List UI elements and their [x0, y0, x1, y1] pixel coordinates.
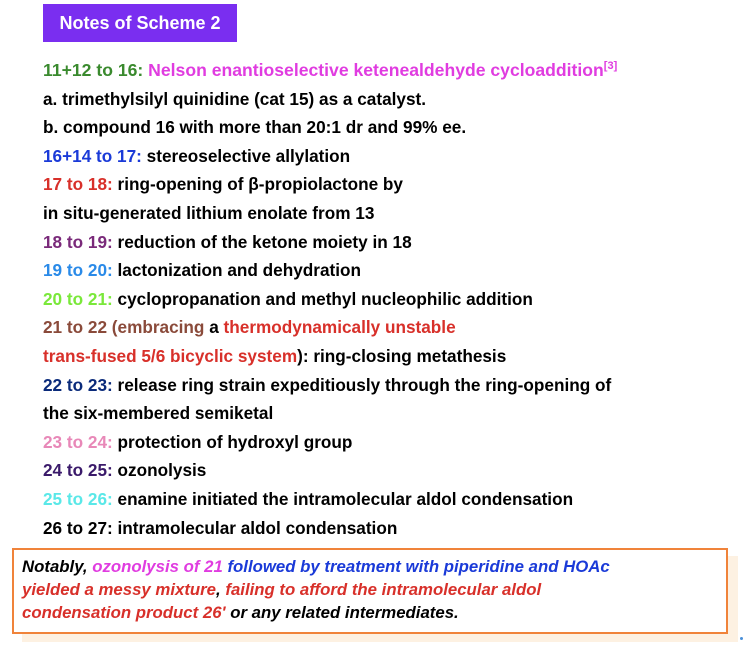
note-line-text: 25 to 26:: [43, 488, 118, 509]
note-line: [43, 228, 743, 257]
note-line-text: 24 to 25:: [43, 460, 118, 481]
note-line: [43, 313, 743, 342]
callout-line-text: or any related intermediates.: [225, 603, 459, 622]
note-line-text: protection of hydroxyl group: [117, 431, 353, 452]
note-line: [43, 342, 743, 371]
note-line-text: 17 to 18:: [43, 174, 118, 195]
callout-line-text: ,: [216, 580, 226, 599]
note-line-text: ): ring-closing metathesis: [297, 345, 507, 366]
note-line: [43, 428, 743, 457]
note-line: [43, 199, 743, 228]
note-line-text: [3]: [603, 60, 618, 73]
note-line: [43, 56, 743, 85]
note-line-text: thermodynamically unstable: [223, 317, 456, 338]
note-line: [43, 514, 743, 543]
note-line-text: Nelson enantioselective ketenealdehyde cycloaddition: [148, 60, 604, 80]
note-line-text: 18 to 19:: [43, 231, 118, 252]
note-line-text: reduction of the ketone moiety in 18: [117, 231, 412, 252]
callout-line-text: condensation product 26': [22, 603, 226, 622]
callout-line-text: Notably,: [22, 557, 93, 576]
note-line: [43, 256, 743, 285]
title-badge: [43, 4, 237, 42]
note-line-text: 16+14 to 17:: [43, 145, 147, 166]
note-line-text: a: [204, 317, 224, 338]
note-line-text: 26 to 27: intramolecular aldol condensation: [43, 517, 398, 538]
callout-line: [22, 555, 718, 578]
note-line-text: a. trimethylsilyl quinidine (cat 15) as a catalyst.: [43, 88, 427, 109]
note-line-text: enamine initiated the intramolecular aldol condensation: [117, 488, 574, 509]
note-line-text: stereoselective allylation: [146, 145, 351, 166]
callout-line-text: ozonolysis of 21: [92, 557, 223, 576]
note-line-text: release ring strain expeditiously through the ring-opening of: [117, 374, 612, 395]
note-line: [43, 113, 743, 142]
note-line-text: 23 to 24:: [43, 431, 118, 452]
callout-line: [22, 601, 718, 624]
note-line-text: the six-membered semiketal: [43, 403, 274, 424]
note-line-text: ozonolysis: [117, 460, 207, 481]
note-line-text: cyclopropanation and methyl nucleophilic addition: [117, 288, 533, 309]
note-line-text: 22 to 23:: [43, 374, 118, 395]
note-line-text: b. compound 16 with more than 20:1 dr and 99% ee.: [43, 117, 467, 138]
note-line: [43, 85, 743, 114]
note-line: [43, 399, 743, 428]
note-line-text: 11+12 to 16:: [43, 60, 149, 80]
note-line: [43, 170, 743, 199]
note-line-text: trans-fused 5/6 bicyclic system: [43, 345, 298, 366]
notably-callout: [12, 548, 728, 634]
callout-line-text: yielded a messy mixture: [22, 580, 217, 599]
note-line-text: in situ-generated lithium enolate from 13: [43, 202, 375, 223]
note-line-text: 21 to 22 (: [43, 317, 118, 338]
note-line: [43, 485, 743, 514]
note-line-text: ring-opening of β-propiolactone by: [117, 174, 403, 195]
note-line: [43, 142, 743, 171]
note-line-text: lactonization and dehydration: [117, 260, 362, 281]
note-line: [43, 456, 743, 485]
callout-line: [22, 578, 718, 601]
callout-line-text: failing to afford the intramolecular aldol: [225, 580, 542, 599]
note-line-text: 19 to 20:: [43, 260, 118, 281]
notes-list: [43, 56, 743, 542]
callout-line-text: followed by treatment with piperidine and HOAc: [222, 557, 610, 576]
note-line-text: 20 to 21:: [43, 288, 118, 309]
page-title: Notes of Scheme 2: [59, 12, 221, 33]
corner-dot: [740, 637, 743, 640]
note-line-text: embracing: [117, 317, 205, 338]
note-line: [43, 285, 743, 314]
note-line: [43, 371, 743, 400]
